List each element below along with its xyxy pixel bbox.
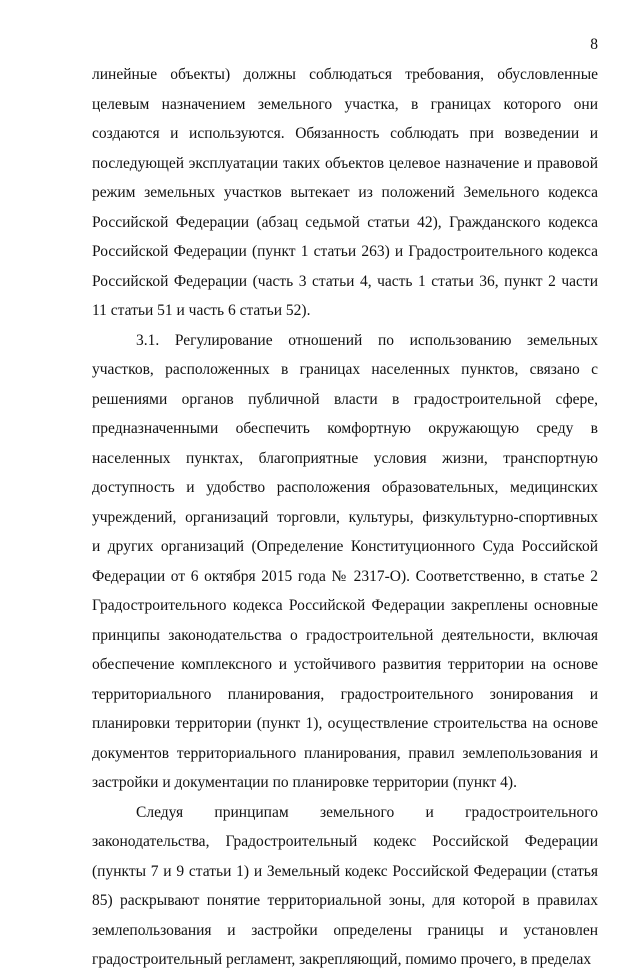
text-line: и других организаций (Определение Конституционного Суда Российской	[92, 538, 598, 555]
text-line: предназначенными обеспечить комфортную окружающую среду в	[92, 420, 598, 437]
text-line: решениями органов публичной власти в градостроительной сфере,	[92, 390, 598, 408]
text-line: землепользования и застройки определены границы и установлен	[92, 921, 598, 939]
text-line: последующей эксплуатации таких объектов целевое назначение и правовой	[92, 154, 598, 172]
text-line: 3.1. Регулирование отношений по использованию земельных	[136, 331, 598, 349]
text-line: законодательства, Градостроительный кодекс Российской Федерации	[92, 833, 598, 850]
text-line: обеспечение комплексного и устойчивого развития территории на основе	[92, 656, 598, 673]
text-line: режим земельных участков вытекает из положений Земельного кодекса	[92, 184, 598, 201]
text-line: территориального планирования, градостроительного зонирования и	[92, 685, 598, 703]
paragraph	[92, 326, 598, 798]
text-line: линейные объекты) должны соблюдаться требования, обусловленные	[92, 66, 598, 83]
text-line: документов территориального планирования, правил землепользования и	[92, 744, 598, 762]
text-line: планировки территории (пункт 1), осуществление строительства на основе	[92, 715, 598, 732]
paragraph	[92, 60, 598, 326]
document-body	[92, 60, 598, 975]
text-line: доступность и удобство расположения образовательных, медицинских	[92, 479, 598, 496]
text-line: градостроительный регламент, закрепляющий, помимо прочего, в пределах	[92, 951, 592, 968]
text-line: создаются и используются. Обязанность соблюдать при возведении и	[92, 125, 598, 142]
text-line: участков, расположенных в границах населенных пунктов, связано с	[92, 361, 598, 378]
text-line: Следуя принципам земельного и градостроительного	[136, 803, 598, 821]
text-line: Российской Федерации (абзац седьмой статьи 42), Гражданского кодекса	[92, 213, 598, 231]
text-line: застройки и документации по планировке территории (пункт 4).	[92, 774, 517, 791]
text-line: 11 статьи 51 и часть 6 статьи 52).	[92, 302, 311, 319]
text-line: Федерации от 6 октября 2015 года № 2317-О). Соответственно, в статье 2	[92, 567, 598, 585]
page-number: 8	[590, 36, 598, 53]
text-line: учреждений, организаций торговли, культуры, физкультурно-спортивных	[92, 508, 598, 526]
text-line: Градостроительного кодекса Российской Федерации закреплены основные	[92, 597, 598, 614]
text-line: целевым назначением земельного участка, в границах которого они	[92, 95, 598, 113]
paragraph	[92, 798, 598, 975]
text-line: Российской Федерации (пункт 1 статьи 263) и Градостроительного кодекса	[92, 243, 598, 260]
text-line: населенных пунктах, благоприятные условия жизни, транспортную	[92, 449, 598, 467]
text-line: Российской Федерации (часть 3 статьи 4, часть 1 статьи 36, пункт 2 части	[92, 272, 598, 290]
text-line: (пункты 7 и 9 статьи 1) и Земельный кодекс Российской Федерации (статья	[92, 862, 598, 880]
text-line: 85) раскрывают понятие территориальной зоны, для которой в правилах	[92, 892, 598, 909]
text-line: принципы законодательства о градостроительной деятельности, включая	[92, 626, 598, 644]
